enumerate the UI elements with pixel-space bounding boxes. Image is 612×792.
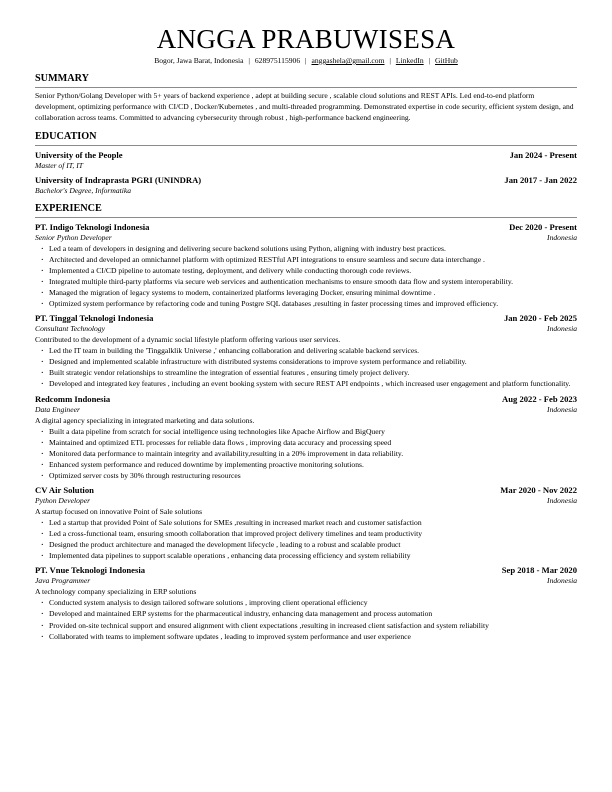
contact-line: [35, 56, 577, 66]
achievement-item: · Optimized server costs by 30% through restructuring resources: [41, 470, 577, 481]
achievement-item: · Implemented data pipelines to support scalable operations , enhancing data processing efficiency and system reliability: [41, 550, 577, 561]
job-location: Indonesia: [547, 232, 577, 242]
company-name: PT. Tinggal Teknologi Indonesia: [35, 313, 154, 324]
education-list: [35, 149, 577, 196]
achievement-item: · Led a cross-functional team, ensuring smooth collaboration that improved project delivery timelines and team productivity: [41, 528, 577, 539]
job-dates: Mar 2020 - Nov 2022: [500, 485, 577, 496]
resume-page: [35, 24, 577, 642]
job-dates: Aug 2022 - Feb 2023: [502, 393, 577, 404]
candidate-name: ANGGA PRABUWISESA: [156, 24, 456, 54]
experience-entry: [35, 564, 577, 641]
achievement-list: [35, 517, 577, 561]
company-name: Redcomm Indonesia: [35, 393, 111, 404]
contact-phone: 628975115906: [254, 56, 301, 65]
school-name: University of Indraprasta PGRI (UNINDRA): [35, 174, 202, 185]
section-title-experience: EXPERIENCE: [35, 203, 577, 218]
linkedin-link[interactable]: LinkedIn: [395, 56, 424, 65]
company-name: PT. Vnue Teknologi Indonesia: [35, 565, 146, 576]
separator: |: [428, 56, 431, 65]
achievement-item: · Conducted system analysis to design tailored software solutions , improving client operational efficiency: [41, 597, 577, 608]
achievement-item: · Led a team of developers in designing and delivering secure backend solutions using Python, aligning with industry best practices.: [41, 243, 577, 254]
job-dates: Jan 2020 - Feb 2025: [503, 313, 577, 324]
achievement-item: · Collaborated with teams to implement software updates , leading to improved system performance and user experience: [41, 631, 577, 642]
achievement-list: [35, 597, 577, 641]
school-name: University of the People: [35, 149, 123, 160]
section-title-summary: SUMMARY: [35, 73, 577, 88]
achievement-item: · Managed the migration of legacy systems to modern, containerized platforms leveraging Docker, ensuring minimal downtime .: [41, 287, 577, 298]
job-location: Indonesia: [547, 496, 577, 506]
job-title: Python Developer: [35, 496, 91, 506]
achievement-item: · Maintained and optimized ETL processes for reliable data flows , improving data accuracy and processing speed: [41, 437, 577, 448]
achievement-item: · Led the IT team in building the 'Tinggalklik Universe ,' enhancing collaboration and delivering scalable backend services.: [41, 345, 577, 356]
achievement-item: · Implemented a CI/CD pipeline to automate testing, deployment, and delivery while conducting thorough code reviews.: [41, 265, 577, 276]
job-location: Indonesia: [547, 404, 577, 414]
company-description: Contributed to the development of a dynamic social lifestyle platform offering various user services.: [35, 335, 341, 345]
contact-location: Bogor, Jawa Barat, Indonesia: [154, 56, 244, 65]
achievement-item: · Designed and implemented scalable infrastructure with distributed systems considerations to improve system performance and reliability.: [41, 356, 577, 367]
achievement-item: · Built strategic vendor relationships to streamline the integration of essential features , ensuring timely project delivery.: [41, 367, 577, 378]
education-dates: Jan 2017 - Jan 2022: [504, 174, 577, 185]
degree: Master of IT, IT: [35, 160, 83, 170]
achievement-item: · Architected and developed an omnichannel platform with optimized RESTful API integrations to ensure seamless and secure data interchange .: [41, 254, 577, 265]
achievement-list: [35, 243, 577, 310]
separator: |: [248, 56, 250, 65]
section-title-education: EDUCATION: [35, 131, 577, 146]
education-entry: [35, 174, 577, 196]
achievement-item: · Designed the product architecture and managed the development lifecycle , leading to a robust and scalable product: [41, 539, 577, 550]
education-entry: [35, 149, 577, 171]
experience-entry: [35, 221, 577, 310]
achievement-item: · Integrated multiple third-party platforms via secure web services and authentication mechanisms to ensure smooth data flow and system interoperability.: [41, 276, 577, 287]
achievement-item: · Optimized system performance by refactoring code and tuning Postgre SQL databases ,resulting in faster processing times and improved efficiency.: [41, 298, 577, 309]
achievement-item: · Enhanced system performance and reduced downtime by implementing proactive monitoring solutions.: [41, 459, 577, 470]
github-link[interactable]: GitHub: [435, 56, 458, 65]
experience-list: [35, 221, 577, 642]
separator: |: [389, 56, 391, 65]
job-title: Data Engineer: [35, 404, 80, 414]
achievement-item: · Led a startup that provided Point of Sale solutions for SMEs ,resulting in increased market reach and customer satisfaction: [41, 517, 577, 528]
company-description: A digital agency specializing in integrated marketing and data solutions.: [35, 415, 255, 425]
job-location: Indonesia: [547, 324, 577, 334]
education-dates: Jan 2024 - Present: [509, 149, 577, 160]
achievement-list: [35, 345, 577, 389]
job-location: Indonesia: [547, 576, 577, 586]
company-description: A startup focused on innovative Point of Sale solutions: [35, 507, 203, 517]
achievement-item: · Provided on-site technical support and ensured alignment with client expectations ,resulting in increased client satisfaction and system reliability: [41, 620, 577, 631]
email-link[interactable]: anggashela@gmail.com: [311, 56, 385, 65]
job-dates: Dec 2020 - Present: [509, 221, 577, 232]
summary-text: Senior Python/Golang Developer with 5+ years of backend experience , adept at building secure , scalable cloud solutions and REST APIs. Led end-to-end platform development, optimizing performance with CI/CD , Docker/Kubernetes , and multi-threaded programming. Demonstrated expertise in code security, efficient system design, and collaboration across teams. Committed to advancing cybersecurity through robust , high-performance backend engineering.: [35, 91, 574, 123]
achievement-item: · Monitored data performance to maintain integrity and availability,resulting in a 20% improvement in data reliability.: [41, 448, 577, 459]
job-dates: Sep 2018 - Mar 2020: [501, 565, 577, 576]
job-title: Senior Python Developer: [35, 232, 112, 242]
job-title: Consultant Technology: [35, 324, 105, 334]
degree: Bachelor's Degree, Informatika: [35, 185, 132, 195]
achievement-list: [35, 426, 577, 481]
separator: |: [305, 56, 307, 65]
company-name: PT. Indigo Teknologi Indonesia: [35, 221, 150, 232]
achievement-item: · Developed and maintained ERP systems for the pharmaceutical industry, enhancing data management and process automation: [41, 608, 577, 619]
experience-entry: [35, 484, 577, 561]
experience-entry: [35, 312, 577, 389]
achievement-item: · Developed and integrated key features , including an event booking system with secure REST API endpoints , which increased user engagement and platform functionality.: [41, 378, 577, 389]
job-title: Java Programmer: [35, 576, 91, 586]
achievement-item: · Built a data pipeline from scratch for social intelligence using technologies like Apache Airflow and BigQuery: [41, 426, 577, 437]
experience-entry: [35, 393, 577, 481]
company-name: CV Air Solution: [35, 485, 94, 496]
company-description: A technology company specializing in ERP solutions: [35, 587, 197, 597]
